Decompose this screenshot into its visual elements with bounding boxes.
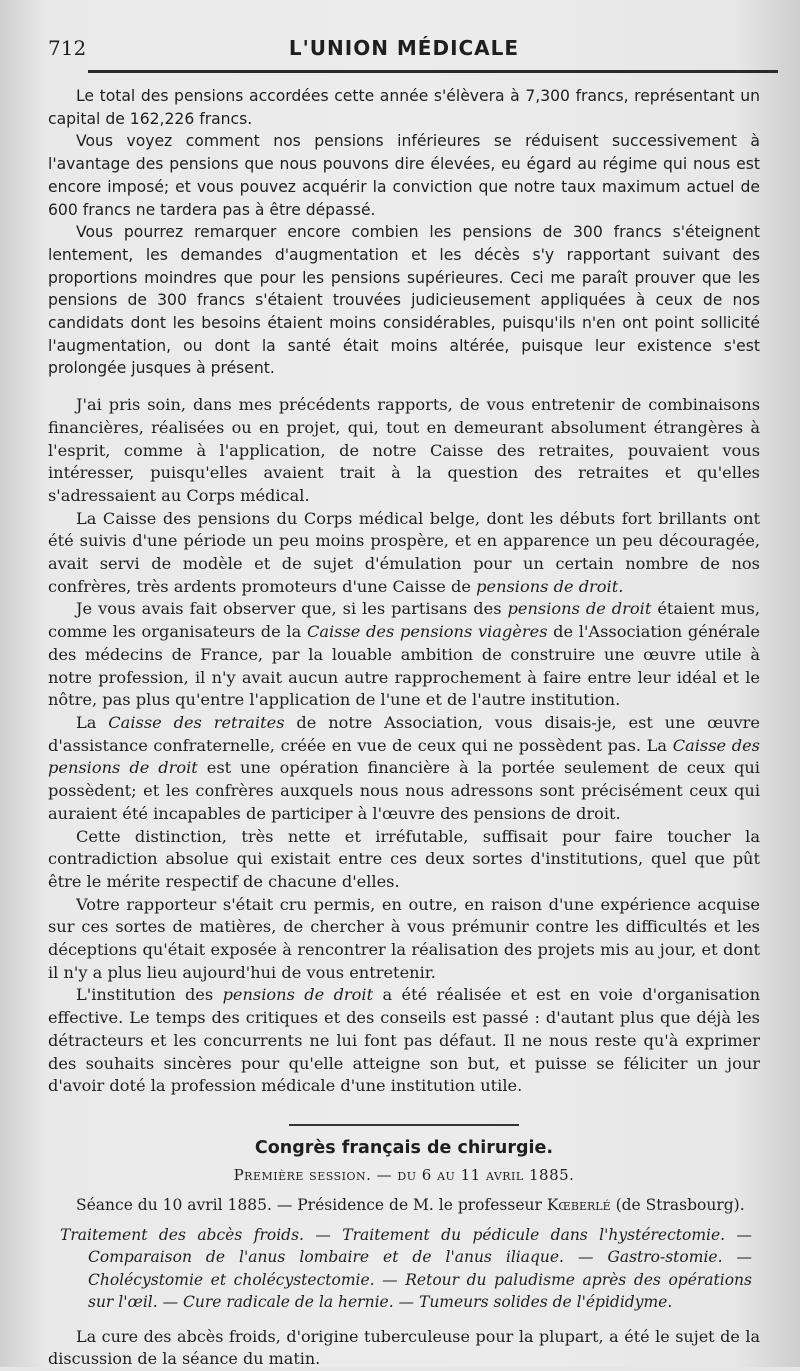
paragraph-300-francs: Vous pourrez remarquer encore combien les pensions de 300 francs s'éteignent lentement, les demandes d'augmentation et les décès s'y rapportant suivant des proportions moindres que pour les pensions supérieures. Ceci me paraît prouver que les pensions de 300 francs s'étaient trouvées judicieusement appliquées à ceux de nos candidats dont les besoins étaient moins considérables, puisqu'ils n'en ont point sollicité l'augmentation, ou dont la santé était moins altérée, puisque leur existence s'est prolongée jusques à présent. <box>48 223 760 378</box>
congress-title: Congrès français de chirurgie. <box>254 1137 554 1158</box>
paragraph-institution: L'institution des pensions de droit a été réalisée et est en voie d'organisation effective. Le temps des critiques et des conseils est passé : d'autant plus que déjà les détracteurs et les concurrents ne lui font pas défaut. Il ne nous reste qu'à exprimer des souhaits sincères pour qu'elle atteigne son but, et puisse se féliciter un jour d'avoir doté la profession médicale d'une institution utile. <box>48 985 761 1096</box>
journal-title: L'UNION MÉDICALE <box>288 36 520 60</box>
page-header <box>48 30 760 64</box>
paragraph-financial-combinations: J'ai pris soin, dans mes précédents rapports, de vous entretenir de combinaisons financières, réalisées ou en projet, qui, tout en demeurant absolument étrangères à l'esprit, comme à l'application, de notre Caisse des retraites, pouvaient vous intéresser, puisqu'elles avaient trait à la question des retraites et qu'elles s'adressaient au Corps médical. <box>48 395 760 505</box>
paragraph-belgian-fund: La Caisse des pensions du Corps médical belge, dont les débuts fort brillants ont été suivis d'une période un peu moins prospère, et en apparence un peu découragée, avait servi de modèle et de sujet d'émulation pour un certain nombre de nos confrères, très ardents promoteurs d'une Caisse de pensions de droit. <box>48 508 760 596</box>
paragraph-rapporteur: Votre rapporteur s'était cru permis, en outre, en raison d'une expérience acquise sur ces sortes de matières, de chercher à vous prémunir contre les difficultés et les déceptions qu'était exposée à rencontrer la réalisation des projets mis au jour, et dont il n'y a plus lieu aujourd'hui de vous entretenir. <box>48 894 760 982</box>
report-body <box>48 85 760 1098</box>
session-line: Première session. — du 6 au 11 avril 1885. <box>233 1165 575 1184</box>
session-topics: Traitement des abcès froids. — Traitement du pédicule dans l'hystérectomie. — Comparaison de l'anus lombaire et de l'anus iliaque. — Gastro-stomie. — Cholécystomie et cholécystectomie. — Retour du paludisme après des opérations sur l'œil. — Cure radicale de la hernie. — Tumeurs solides de l'épididyme. <box>60 1225 752 1312</box>
paragraph-caisse-retraites: La Caisse des retraites de notre Association, vous disais-je, est une œuvre d'assistance confraternelle, créée en vue de ceux qui ne possèdent pas. La Caisse des pensions de droit est une opération financière à la portée seulement de ceux qui possèdent; et les confrères auxquels nous nous adressons sont précisément ceux qui auraient été incapables de participer à l'œuvre des pensions de droit. <box>48 712 761 823</box>
paragraph-total-pensions: Le total des pensions accordées cette année s'élèvera à 7,300 francs, représentant un capital de 162,226 francs. <box>48 87 760 128</box>
seance-line: Séance du 10 avril 1885. — Présidence de M. le professeur Kœberlé (de Strasbourg). <box>76 1195 745 1214</box>
page-number: 712 <box>48 36 87 60</box>
section-divider <box>289 1124 519 1126</box>
paragraph-inferior-pensions: Vous voyez comment nos pensions inférieures se réduisent successivement à l'avantage des pensions que nous pouvons dire élevées, eu égard au régime qui nous est encore imposé; et vous pouvez acquérir la conviction que notre taux maximum actuel de 600 francs ne tardera pas à être dépassé. <box>48 132 760 219</box>
paragraph-partisans: Je vous avais fait observer que, si les partisans des pensions de droit étaient mus, comme les organisateurs de la Caisse des pensions viagères de l'Association générale des médecins de France, par la louable ambition de construire une œuvre utile à notre profession, il n'y avait aucun autre rapprochement à faire entre leur idéal et le nôtre, pas plus qu'entre l'application de l'une et de l'autre institution. <box>48 599 760 710</box>
header-rule <box>88 70 778 73</box>
paragraph-cold-abscess: La cure des abcès froids, d'origine tuberculeuse pour la plupart, a été le sujet de la discussion de la séance du matin. <box>48 1326 760 1369</box>
paragraph-distinction: Cette distinction, très nette et irréfutable, suffisait pour faire toucher la contradiction absolue qui existait entre ces deux sortes d'institutions, quel que pût être le mérite respectif de chacune d'elles. <box>48 826 760 891</box>
